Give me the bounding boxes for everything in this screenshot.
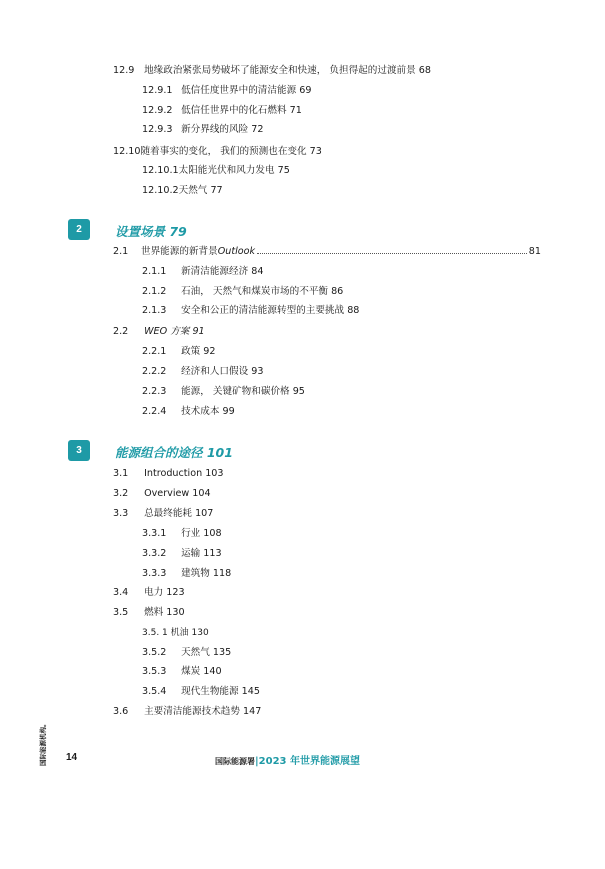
- toc-entry[interactable]: 3.3 总最终能耗 107: [113, 508, 214, 519]
- toc-entry[interactable]: 3.2 Overview 104: [113, 488, 211, 499]
- toc-entry[interactable]: 2.2.4 技术成本 99: [142, 406, 235, 417]
- toc-entry[interactable]: 12.10.1太阳能光伏和风力发电 75: [142, 165, 290, 176]
- toc-entry[interactable]: 3.1 Introduction 103: [113, 468, 224, 479]
- chapter-title[interactable]: 能源组合的途径 101: [115, 445, 233, 460]
- toc-entry[interactable]: 2.2.1 政策 92: [142, 346, 216, 357]
- toc-entry[interactable]: 3.5.4 现代生物能源 145: [142, 686, 260, 697]
- toc-entry[interactable]: 3.6 主要清洁能源技术趋势 147: [113, 706, 262, 717]
- toc-entry[interactable]: 2.1.3 安全和公正的清洁能源转型的主要挑战 88: [142, 305, 360, 316]
- toc-entry[interactable]: 2.2 WEO 方案 91: [113, 326, 205, 337]
- toc-entry[interactable]: 12.9.2 低信任世界中的化石燃料 71: [142, 105, 302, 116]
- footer-publication: 2023 年世界能源展望: [258, 756, 360, 767]
- toc-entry[interactable]: 3.3.3 建筑物 118: [142, 568, 232, 579]
- footer-brand: [215, 752, 360, 767]
- toc-entry[interactable]: 12.9.1 低信任度世界中的清洁能源 69: [142, 85, 312, 96]
- toc-entry[interactable]: 12.9 地缘政治紧张局势破坏了能源安全和快速， 负担得起的过渡前景 68: [113, 65, 431, 76]
- toc-entry[interactable]: 3.5. 1 机油 130: [142, 628, 209, 638]
- footer-org: 国际能源署: [215, 757, 255, 766]
- toc-entry[interactable]: 3.3.2 运输 113: [142, 548, 222, 559]
- toc-entry[interactable]: 2.1.1 新清洁能源经济 84: [142, 266, 264, 277]
- toc-entry[interactable]: 3.5 燃料 130: [113, 607, 185, 618]
- toc-entry[interactable]: 12.9.3 新分界线的风险 72: [142, 124, 264, 135]
- page-number: 14: [66, 752, 78, 763]
- toc-entry[interactable]: 2.2.3 能源， 关键矿物和碳价格 95: [142, 386, 305, 397]
- toc-entry[interactable]: 3.4 电力 123: [113, 587, 185, 598]
- footer-separator: |: [255, 756, 259, 767]
- toc-entry[interactable]: 12.10随着事实的变化， 我们的预测也在变化 73: [113, 146, 322, 157]
- toc-entry[interactable]: 12.10.2天然气 77: [142, 185, 223, 196]
- dot-leader: [257, 252, 527, 254]
- chapter-badge: 2: [68, 219, 90, 240]
- toc-entry[interactable]: 3.5.2 天然气 135: [142, 647, 232, 658]
- toc-entry[interactable]: 3.5.3 煤炭 140: [142, 666, 222, 677]
- toc-entry[interactable]: 2.1 世界能源的新背景 Outlook 81: [113, 246, 541, 257]
- chapter-title[interactable]: 设置场景 79: [115, 224, 187, 239]
- chapter-badge: 3: [68, 440, 90, 461]
- toc-entry[interactable]: 2.2.2 经济和人口假设 93: [142, 366, 264, 377]
- toc-entry[interactable]: 3.3.1 行业 108: [142, 528, 222, 539]
- footer-side-text: 国际能源机构。: [39, 720, 47, 766]
- toc-entry[interactable]: 2.1.2 石油， 天然气和煤炭市场的不平衡 86: [142, 286, 344, 297]
